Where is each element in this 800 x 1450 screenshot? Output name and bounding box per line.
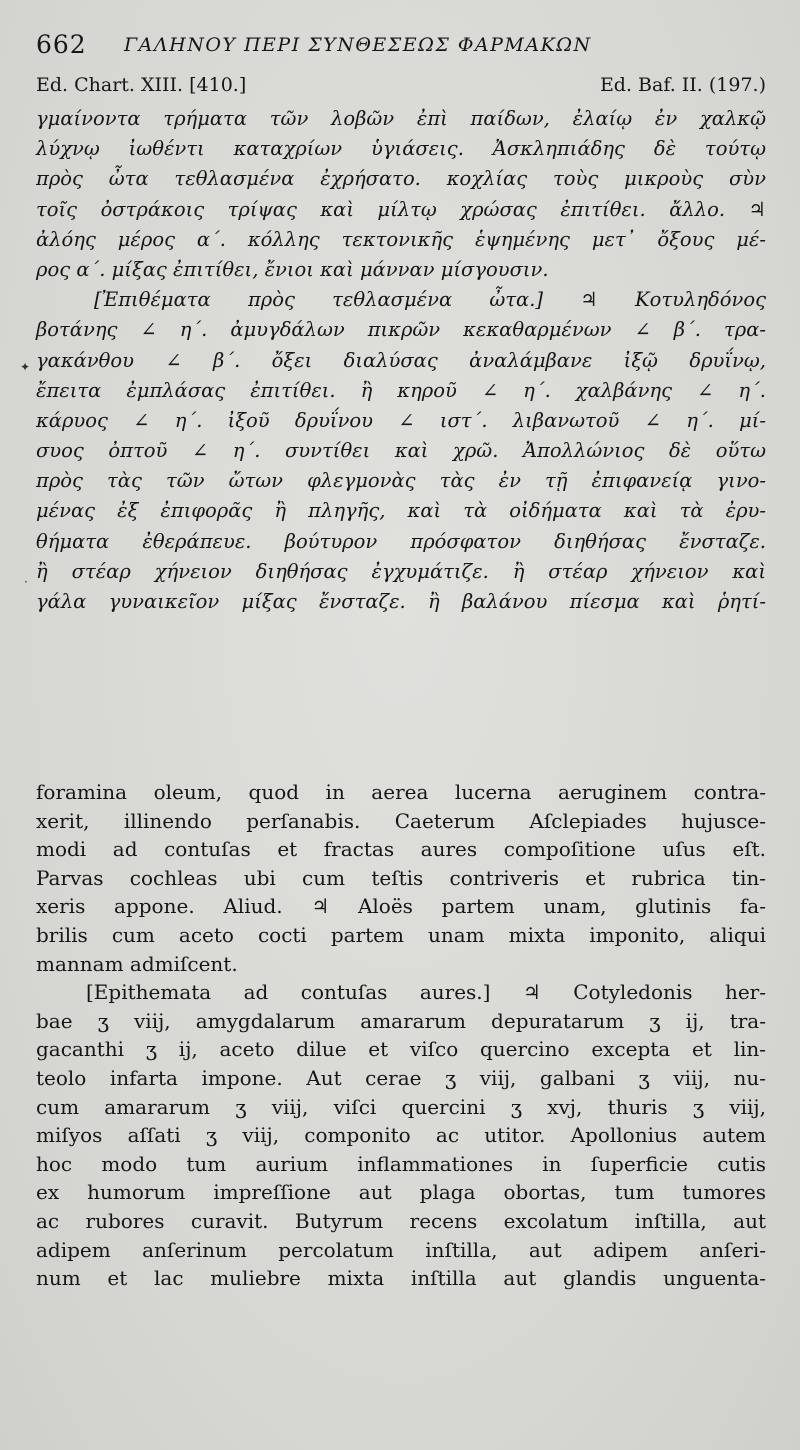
latin-line: Parvas cochleas ubi cum teſtis contriveris et rubrica tin- (36, 865, 766, 890)
greek-line: γακάνθου ∠ β΄. ὄξει διαλύσας ἀναλάμβανε ἰξῷ δρυΐνῳ, (36, 348, 766, 372)
greek-line: ἀλόης μέρος α΄. κόλλης τεκτονικῆς ἑψημένης μετ᾽ ὄξους μέ- (36, 227, 766, 251)
page-number: 662 (36, 30, 87, 59)
latin-line: xerit, illinendo perſanabis. Caeterum Aſclepiades hujusce- (36, 808, 766, 833)
latin-line: xeris appone. Aliud. ♃ Aloës partem unam, glutinis fa- (36, 894, 766, 919)
greek-line: πρὸς τὰς τῶν ὤτων φλεγμονὰς τὰς ἐν τῇ ἐπιφανείᾳ γινο- (36, 469, 766, 493)
greek-line: ἔπειτα ἐμπλάσας ἐπιτίθει. ἢ κηροῦ ∠ η΄. χαλβάνης ∠ η΄. (36, 378, 766, 402)
greek-line: μένας ἐξ ἐπιφορᾶς ἢ πληγῆς, καὶ τὰ οἰδήματα καὶ τὰ ἐρυ- (36, 499, 766, 523)
greek-line: βοτάνης ∠ η΄. ἀμυγδάλων πικρῶν κεκαθαρμένων ∠ β΄. τρα- (36, 318, 766, 342)
latin-line: ac rubores curavit. Butyrum recens excolatum inſtilla, aut (36, 1208, 766, 1233)
margin-mark: ✦ (20, 360, 31, 374)
latin-line: teolo infarta impone. Aut cerae ʒ viij, galbani ʒ viij, nu- (36, 1065, 766, 1090)
latin-line: num et lac muliebre mixta inſtilla aut glandis unguenta- (36, 1266, 766, 1291)
greek-line: ἢ στέαρ χήνειον διηθήσας ἐγχυμάτιζε. ἢ στέαρ χήνειον καὶ (36, 559, 766, 583)
latin-line: brilis cum aceto cocti partem unam mixta imponito, aliqui (36, 922, 766, 947)
greek-line: κάρυος ∠ η΄. ἰξοῦ δρυΐνου ∠ ιστ΄. λιβανωτοῦ ∠ η΄. μί- (36, 408, 766, 432)
latin-line: bae ʒ viij, amygdalarum amararum depuratarum ʒ ij, tra- (36, 1008, 766, 1033)
latin-line: miſyos aſſati ʒ viij, componito ac utitor. Apollonius autem (36, 1123, 766, 1148)
greek-line: ρος α΄. μίξας ἐπιτίθει, ἔνιοι καὶ μάνναν μίσγουσιν. (36, 257, 549, 281)
latin-text-block (36, 778, 766, 1293)
greek-line: [Ἐπιθέματα πρὸς τεθλασμένα ὦτα.] ♃ Κοτυληδόνος (94, 288, 766, 312)
greek-line: συος ὀπτοῦ ∠ η΄. συντίθει καὶ χρῶ. Ἀπολλώνιος δὲ οὕτω (36, 439, 766, 463)
latin-line: cum amararum ʒ viij, viſci quercini ʒ xvj, thuris ʒ viij, (36, 1094, 766, 1119)
greek-line: λύχνῳ ἰωθέντι καταχρίων ὑγιάσεις. Ἀσκληπιάδης δὲ τούτῳ (36, 137, 766, 161)
latin-line: gacanthi ʒ ij, aceto dilue et viſco quercino excepta et lin- (36, 1037, 766, 1062)
greek-line: γμαίνοντα τρήματα τῶν λοβῶν ἐπὶ παίδων, ἐλαίῳ ἐν χαλκῷ (36, 107, 766, 130)
latin-line: modi ad contuſas et fractas aures compoſitione uſus eſt. (36, 837, 766, 862)
margin-mark: · (24, 575, 28, 589)
running-title: ΓΑΛΗΝΟΥ ΠΕΡΙ ΣΥΝΘΕΣΕΩΣ ΦΑΡΜΑΚΩΝ (124, 34, 592, 56)
latin-line: adipem anſerinum percolatum inſtilla, aut adipem anſeri- (36, 1237, 766, 1262)
latin-line: foramina oleum, quod in aerea lucerna aeruginem contra- (36, 780, 766, 804)
greek-line: πρὸς ὦτα τεθλασμένα ἐχρήσατο. κοχλίας τοὺς μικροὺς σὺν (36, 167, 766, 191)
latin-line: [Epithemata ad contuſas aures.] ♃ Cotyledonis her- (86, 980, 766, 1005)
latin-line: ex humorum impreſſione aut plaga obortas, tum tumores (36, 1180, 766, 1205)
latin-line: mannam admiſcent. (36, 951, 238, 976)
edition-reference-line (36, 74, 766, 102)
greek-text-block (36, 104, 766, 617)
greek-line: γάλα γυναικεῖον μίξας ἔνσταζε. ἢ βαλάνου πίεσμα καὶ ῥητί- (36, 590, 766, 613)
greek-line: τοῖς ὀστράκοις τρίψας καὶ μίλτῳ χρώσας ἐπιτίθει. ἄλλο. ♃ (36, 197, 766, 221)
edition-reference-basel: Ed. Baf. II. (197.) (599, 74, 766, 96)
edition-reference-chartier: Ed. Chart. XIII. [410.] (36, 74, 247, 96)
greek-line: θήματα ἐθεράπευε. βούτυρον πρόσφατον διηθήσας ἔνσταζε. (36, 529, 766, 553)
latin-line: hoc modo tum aurium inflammationes in ſuperficie cutis (36, 1151, 766, 1176)
page-header (36, 30, 766, 64)
